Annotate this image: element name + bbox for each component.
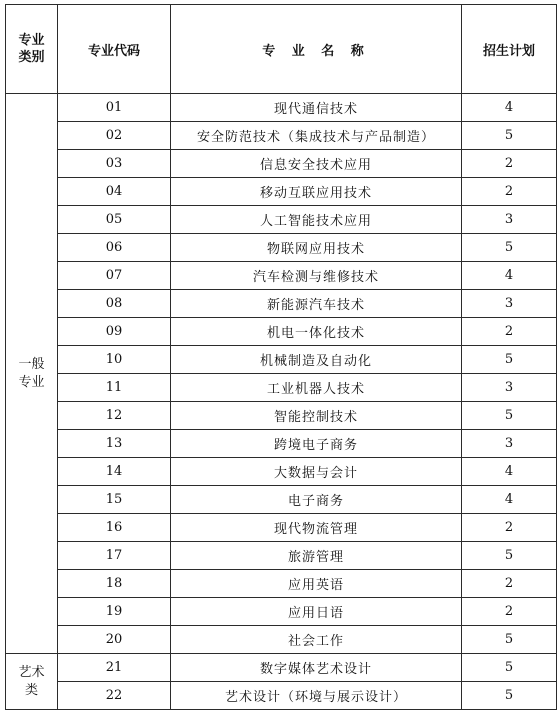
plan-cell: 3 xyxy=(462,374,557,402)
name-cell: 智能控制技术 xyxy=(171,402,462,430)
table-row xyxy=(6,206,557,234)
code-cell: 20 xyxy=(58,626,171,654)
code-cell: 09 xyxy=(58,318,171,346)
table-row xyxy=(6,626,557,654)
plan-cell: 5 xyxy=(462,122,557,150)
name-cell: 艺术设计（环境与展示设计） xyxy=(171,682,462,710)
code-cell: 19 xyxy=(58,598,171,626)
plan-cell: 4 xyxy=(462,486,557,514)
table-row xyxy=(6,150,557,178)
table-row xyxy=(6,290,557,318)
code-cell: 07 xyxy=(58,262,171,290)
code-cell: 06 xyxy=(58,234,171,262)
plan-cell: 2 xyxy=(462,150,557,178)
name-cell: 安全防范技术（集成技术与产品制造） xyxy=(171,122,462,150)
name-cell: 旅游管理 xyxy=(171,542,462,570)
name-cell: 机械制造及自动化 xyxy=(171,346,462,374)
plan-cell: 5 xyxy=(462,626,557,654)
plan-cell: 5 xyxy=(462,542,557,570)
code-cell: 08 xyxy=(58,290,171,318)
table-row xyxy=(6,514,557,542)
enrollment-plan-table xyxy=(5,4,557,710)
name-cell: 信息安全技术应用 xyxy=(171,150,462,178)
header-category: 专业 类别 xyxy=(6,5,58,94)
code-cell: 11 xyxy=(58,374,171,402)
code-cell: 12 xyxy=(58,402,171,430)
name-cell: 电子商务 xyxy=(171,486,462,514)
category-cell: 艺术 类 xyxy=(6,654,58,710)
table-row xyxy=(6,486,557,514)
code-cell: 02 xyxy=(58,122,171,150)
name-cell: 社会工作 xyxy=(171,626,462,654)
table-row xyxy=(6,374,557,402)
plan-cell: 4 xyxy=(462,262,557,290)
code-cell: 18 xyxy=(58,570,171,598)
table-header-row xyxy=(6,5,557,94)
code-cell: 21 xyxy=(58,654,171,682)
plan-cell: 4 xyxy=(462,94,557,122)
code-cell: 05 xyxy=(58,206,171,234)
plan-cell: 3 xyxy=(462,290,557,318)
name-cell: 数字媒体艺术设计 xyxy=(171,654,462,682)
plan-cell: 5 xyxy=(462,346,557,374)
table-row xyxy=(6,570,557,598)
code-cell: 13 xyxy=(58,430,171,458)
plan-cell: 2 xyxy=(462,318,557,346)
plan-cell: 2 xyxy=(462,514,557,542)
plan-cell: 2 xyxy=(462,178,557,206)
table-row xyxy=(6,542,557,570)
name-cell: 应用日语 xyxy=(171,598,462,626)
header-name: 专 业 名 称 xyxy=(171,5,462,94)
table-row xyxy=(6,654,557,682)
code-cell: 15 xyxy=(58,486,171,514)
table-row xyxy=(6,178,557,206)
code-cell: 04 xyxy=(58,178,171,206)
name-cell: 移动互联应用技术 xyxy=(171,178,462,206)
table-row xyxy=(6,682,557,710)
name-cell: 机电一体化技术 xyxy=(171,318,462,346)
plan-cell: 4 xyxy=(462,458,557,486)
code-cell: 03 xyxy=(58,150,171,178)
name-cell: 汽车检测与维修技术 xyxy=(171,262,462,290)
table-body xyxy=(6,94,557,710)
name-cell: 新能源汽车技术 xyxy=(171,290,462,318)
plan-cell: 2 xyxy=(462,598,557,626)
header-plan: 招生计划 xyxy=(462,5,557,94)
name-cell: 大数据与会计 xyxy=(171,458,462,486)
plan-cell: 3 xyxy=(462,430,557,458)
table-row xyxy=(6,94,557,122)
header-code: 专业代码 xyxy=(58,5,171,94)
code-cell: 10 xyxy=(58,346,171,374)
name-cell: 工业机器人技术 xyxy=(171,374,462,402)
plan-cell: 5 xyxy=(462,654,557,682)
name-cell: 物联网应用技术 xyxy=(171,234,462,262)
plan-cell: 5 xyxy=(462,234,557,262)
plan-cell: 5 xyxy=(462,682,557,710)
name-cell: 现代物流管理 xyxy=(171,514,462,542)
name-cell: 应用英语 xyxy=(171,570,462,598)
table-row xyxy=(6,402,557,430)
table-row xyxy=(6,318,557,346)
code-cell: 17 xyxy=(58,542,171,570)
table-row xyxy=(6,430,557,458)
plan-cell: 3 xyxy=(462,206,557,234)
plan-cell: 5 xyxy=(462,402,557,430)
table-row xyxy=(6,122,557,150)
code-cell: 16 xyxy=(58,514,171,542)
code-cell: 14 xyxy=(58,458,171,486)
name-cell: 跨境电子商务 xyxy=(171,430,462,458)
code-cell: 01 xyxy=(58,94,171,122)
plan-cell: 2 xyxy=(462,570,557,598)
code-cell: 22 xyxy=(58,682,171,710)
category-cell: 一般 专业 xyxy=(6,94,58,654)
table-row xyxy=(6,598,557,626)
table-row xyxy=(6,262,557,290)
table-row xyxy=(6,346,557,374)
name-cell: 现代通信技术 xyxy=(171,94,462,122)
table-row xyxy=(6,458,557,486)
name-cell: 人工智能技术应用 xyxy=(171,206,462,234)
table-row xyxy=(6,234,557,262)
